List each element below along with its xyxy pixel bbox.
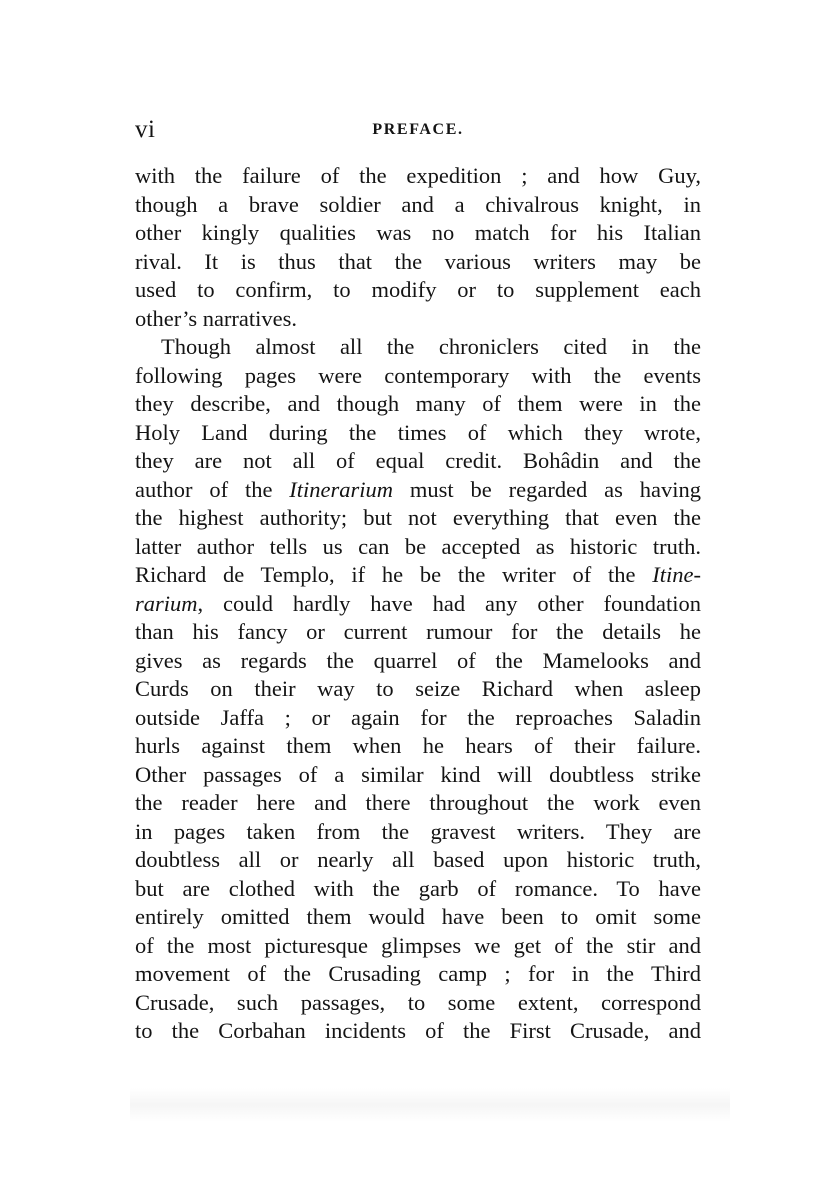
text-segment: author of the — [135, 476, 290, 502]
text-line: outside Jaffa ; or again for the reproaches Saladin — [135, 704, 701, 730]
text-line: though a brave soldier and a chivalrous knight, in — [135, 191, 701, 217]
text-line: to the Corbahan incidents of the First Crusade, and — [135, 1018, 701, 1043]
text-segment: Richard de Templo, if he be the writer of the — [135, 562, 653, 587]
italic-title: rarium — [135, 590, 198, 616]
running-head: PREFACE. — [372, 121, 464, 138]
text-line: doubtless all or nearly all based upon historic truth, — [135, 847, 701, 872]
text-line: movement of the Crusading camp ; for in the Third — [135, 961, 701, 986]
text-line — [135, 476, 701, 505]
text-line: they are not all of equal credit. Bohâdin and the — [135, 448, 701, 473]
text-line: Other passages of a similar kind will doubtless strike — [135, 761, 701, 787]
text-segment: must be regarded as having — [393, 476, 701, 502]
text-line: other kingly qualities was no match for his Italian — [135, 220, 701, 245]
text-line: other’s narratives. — [135, 305, 298, 331]
text-line: the reader here and there throughout the work even — [135, 790, 701, 815]
text-line: of the most picturesque glimpses we get of the stir and — [135, 932, 701, 958]
text-line: the highest authority; but not everything that even the — [135, 505, 701, 530]
text-line — [135, 561, 701, 590]
text-line: latter author tells us can be accepted as historic truth. — [135, 533, 701, 559]
text-line: in pages taken from the gravest writers. They are — [135, 818, 701, 844]
text-line: Crusade, such passages, to some extent, correspond — [135, 989, 701, 1015]
text-line: following pages were contemporary with the events — [135, 362, 701, 388]
italic-title: Itine- — [652, 562, 701, 587]
text-line: Though almost all the chroniclers cited in the — [161, 334, 701, 359]
body-text — [135, 162, 701, 1046]
page-header — [135, 114, 701, 146]
text-line: used to confirm, to modify or to supplement each — [135, 277, 701, 302]
text-line: gives as regards the quarrel of the Mamelooks and — [135, 647, 701, 673]
scan-shadow — [130, 1088, 730, 1122]
text-line: rival. It is thus that the various writers may be — [135, 248, 701, 274]
text-line: they describe, and though many of them were in the — [135, 391, 701, 416]
page-number: vi — [135, 116, 156, 143]
text-line: hurls against them when he hears of their failure. — [135, 733, 701, 758]
text-line: entirely omitted them would have been to omit some — [135, 904, 701, 929]
text-line: Holy Land during the times of which they wrote, — [135, 419, 701, 445]
italic-title: Itinerarium — [289, 476, 394, 502]
text-line: than his fancy or current rumour for the details he — [135, 619, 701, 644]
text-line: but are clothed with the garb of romance. To have — [135, 875, 701, 901]
text-line: with the failure of the expedition ; and how Guy, — [135, 163, 701, 188]
text-line: Curds on their way to seize Richard when asleep — [135, 676, 701, 701]
text-line — [135, 590, 701, 619]
text-segment: , could hardly have had any other foundation — [197, 590, 701, 616]
